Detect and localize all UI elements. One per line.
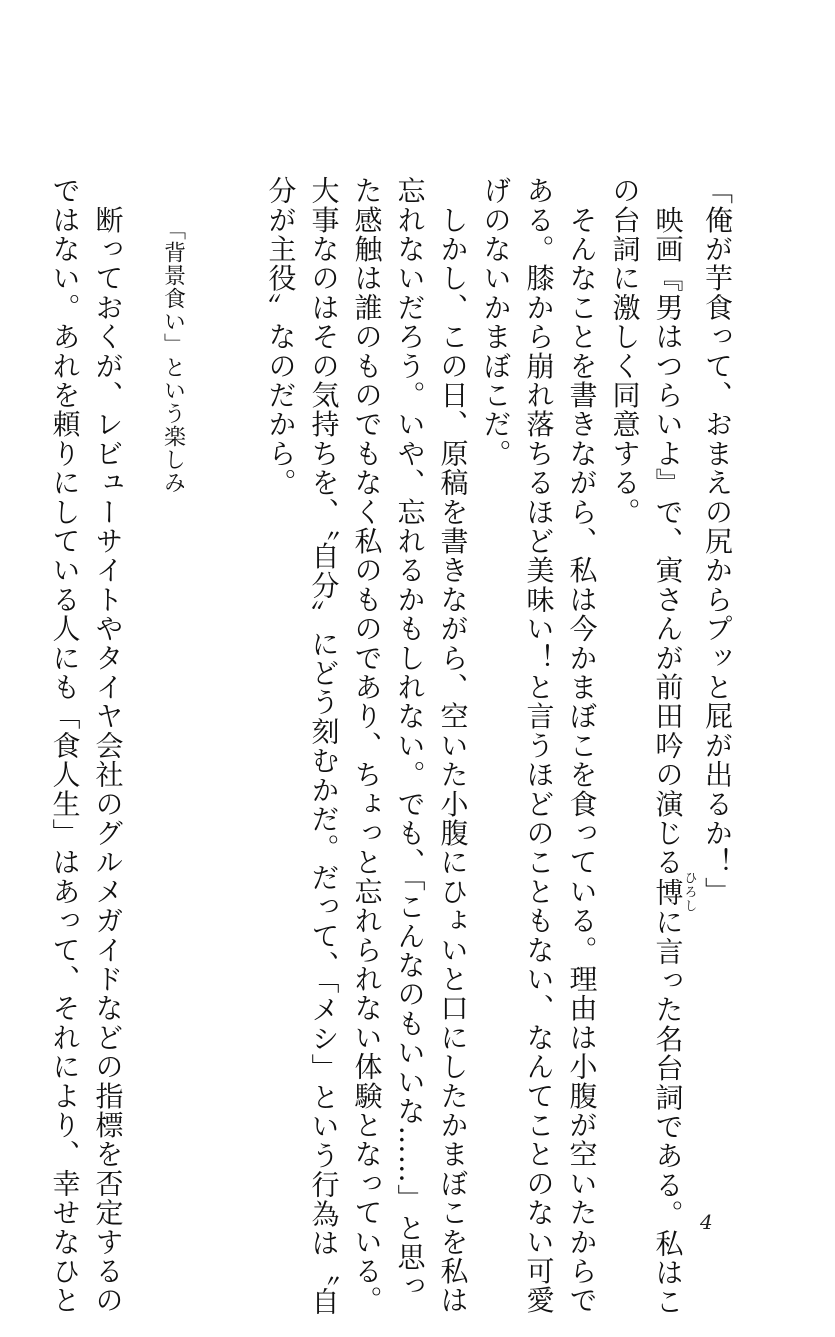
text-line-2-part-1: 映画『男はつらいよ』で、寅さんが前田吟の演じる — [651, 176, 685, 877]
text-line-6: げのないかまぼこだ。 — [479, 176, 513, 468]
text-line-2 — [647, 176, 697, 1317]
text-line-8: 忘れないだろう。いや、忘れるかもしれない。でも、「こんなのもいいな……」と思っ — [393, 176, 427, 1301]
text-line-13: ではない。あれを頼りにしている人にも「食人生」はあって、それにより、幸せなひと — [48, 176, 82, 1315]
section-heading: 「背景食い」という楽しみ — [160, 218, 186, 494]
text-line-9: た感触は誰のものでもなく私のものであり、ちょっと忘れられない体験となっている。 — [350, 176, 384, 1315]
text-line-4: そんなことを書きながら、私は今かまぼこを食っている。理由は小腹が空いたからで — [565, 176, 599, 1315]
vertical-text-body — [48, 176, 739, 1317]
ruby-hiroshi — [651, 870, 697, 914]
ruby-reading: ひろし — [681, 870, 697, 914]
text-line-7: しかし、この日、原稿を書きながら、空いた小腹にひょいと口にしたかまぼこを私は — [436, 176, 470, 1315]
text-line-3: の台詞に激しく同意する。 — [608, 176, 642, 527]
text-line-12: 断っておくが、レビューサイトやタイヤ会社のグルメガイドなどの指標を否定するの — [91, 176, 125, 1315]
text-line-2-part-2: に言った名台詞である。私はこ — [651, 907, 685, 1317]
page-number: 4 — [700, 1210, 713, 1234]
ruby-base: 博 — [651, 870, 685, 914]
text-line-1: 「俺が芋食って、おまえの尻からプッと屁が出るか！」 — [701, 176, 734, 906]
blank-line — [217, 176, 260, 1176]
text-line-5: ある。膝から崩れ落ちるほど美味い！と言うほどのこともない、なんてことのない可愛 — [522, 176, 556, 1315]
text-line-10: 大事なのはその気持ちを、〝自分〟にどう刻むかだ。だって、「メシ」という行為は〝自 — [307, 176, 341, 1316]
text-line-11: 分が主役〟なのだから。 — [264, 176, 298, 498]
